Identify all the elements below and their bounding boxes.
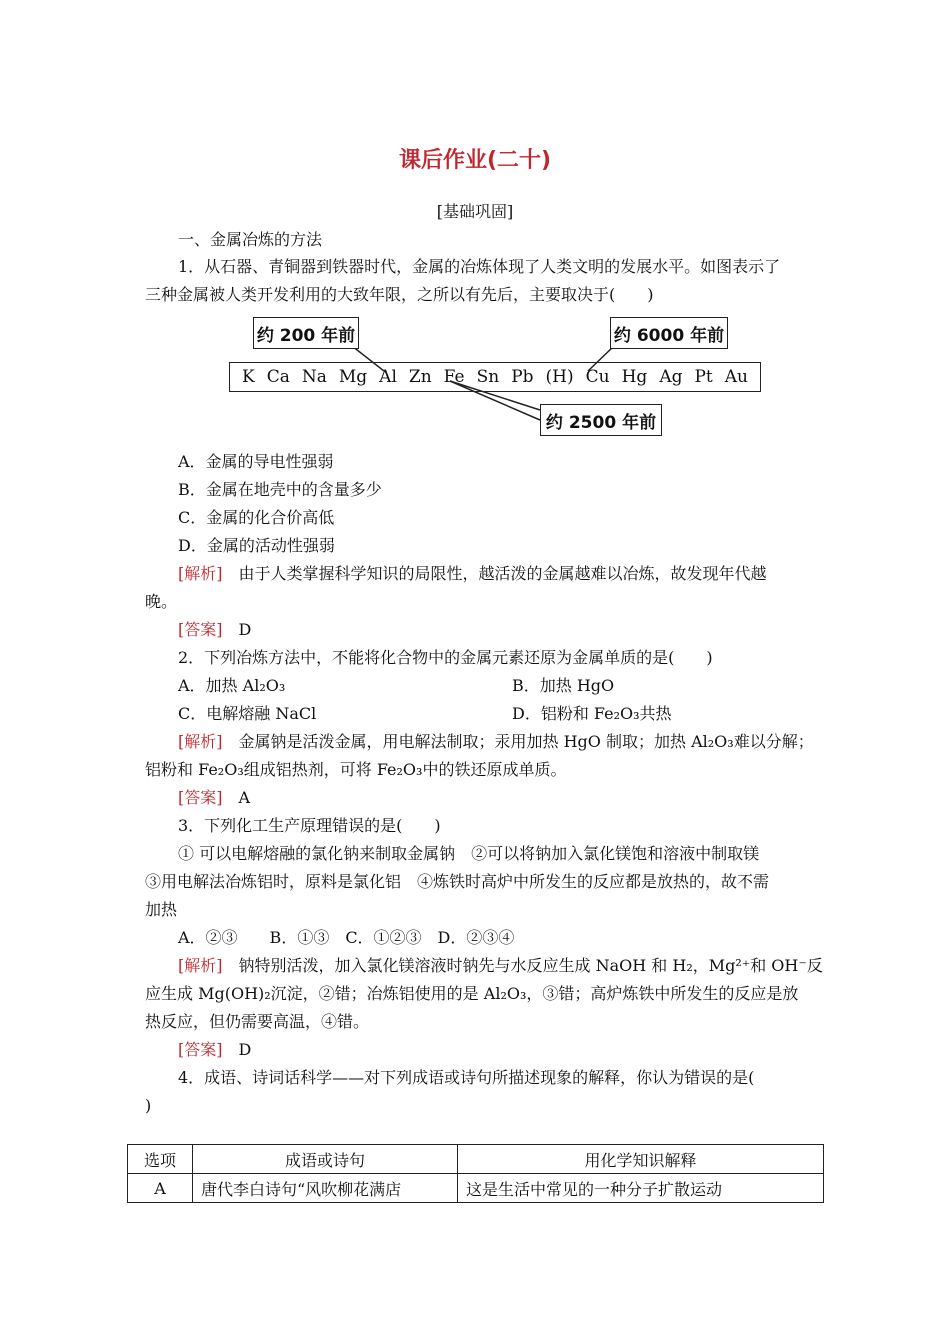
label-6000-years: 约 6000 年前 [610,317,728,349]
q3-answer [178,1042,251,1058]
element-symbol: Pt [694,367,713,387]
q2-option-b: B．加热 HgO [512,676,615,695]
element-symbol: Ag [659,367,683,387]
q2-stem: 2．下列冶炼方法中，不能将化合物中的金属元素还原为金属单质的是( ) [178,648,713,667]
analysis-tag: [解析] [178,956,223,975]
q1-answer [178,622,251,638]
page-title: 课后作业(二十) [398,148,552,173]
element-symbol: Cu [585,367,610,387]
label-2500-years: 约 2500 年前 [540,404,662,436]
q3-options: A．②③ B．①③ C．①②③ D．②③④ [178,928,515,947]
table-header-cell: 用化学知识解释 [458,1145,824,1174]
analysis-text: 由于人类掌握科学知识的局限性，越活泼的金属越难以冶炼，故发现年代越 [222,564,767,583]
heading-1: 一、金属冶炼的方法 [178,230,323,249]
q3-line2: ③用电解法冶炼铝时，原料是氯化铝 ④炼铁时高炉中所发生的反应都是放热的，故不需 [145,872,770,891]
section-label: [基础巩固] [436,202,514,221]
q4-table [127,1144,824,1203]
q1-option-d: D．金属的活动性强弱 [178,536,335,555]
q2-option-a: A．加热 Al₂O₃ [178,676,286,695]
element-symbol: Ca [266,367,290,387]
element-symbol: Hg [621,367,648,387]
q1-option-c: C．金属的化合价高低 [178,508,335,527]
metal-activity-series [229,362,761,392]
element-symbol: Zn [408,367,432,387]
q1-stem-line1: 1．从石器、青铜器到铁器时代，金属的冶炼体现了人类文明的发展水平。如图表示了 [178,257,781,276]
q4-stem-line2: ) [145,1096,152,1115]
analysis-text: 钠特别活泼，加入氯化镁溶液时钠先与水反应生成 NaOH 和 H₂，Mg²⁺和 OH⁻反 [222,956,823,975]
table-cell: A [128,1174,193,1203]
q2-option-d: D．铝粉和 Fe₂O₃共热 [512,704,672,723]
element-symbol: Mg [338,367,368,387]
q1-analysis-line2: 晚。 [145,592,178,611]
element-symbol: (H) [545,367,574,387]
q1-stem-line2: 三种金属被人类开发利用的大致年限，之所以有先后，主要取决于( ) [145,285,654,304]
element-symbol: Pb [511,367,534,387]
answer-tag: [答案] [178,1040,223,1059]
label-200-years: 约 200 年前 [253,317,359,349]
q1-option-a: A．金属的导电性强弱 [178,452,334,471]
q3-stem: 3．下列化工生产原理错误的是( ) [178,816,441,835]
analysis-text: 金属钠是活泼金属，用电解法制取；汞用加热 HgO 制取；加热 Al₂O₃难以分解； [222,732,814,751]
analysis-tag: [解析] [178,732,223,751]
q2-option-c: C．电解熔融 NaCl [178,704,317,723]
table-row [128,1174,824,1203]
q3-line1: ① 可以电解熔融的氯化钠来制取金属钠 ②可以将钠加入氯化镁饱和溶液中制取镁 [178,844,760,863]
answer-value: D [222,1040,252,1059]
element-symbol: Sn [476,367,500,387]
q3-line3: 加热 [145,900,178,919]
answer-tag: [答案] [178,620,223,639]
q3-analysis-line1 [178,958,823,974]
answer-value: A [222,788,251,807]
element-symbol: Na [301,367,327,387]
answer-value: D [222,620,252,639]
table-cell: 这是生活中常见的一种分子扩散运动 [458,1174,824,1203]
q1-option-b: B．金属在地壳中的含量多少 [178,480,382,499]
table-header-cell: 选项 [128,1145,193,1174]
element-symbol: Au [724,367,748,387]
answer-tag: [答案] [178,788,223,807]
q2-answer [178,790,250,806]
element-symbol: Fe [443,367,465,387]
q3-analysis-line2: 应生成 Mg(OH)₂沉淀，②错；冶炼铝使用的是 Al₂O₃，③错；高炉炼铁中所发生的反应是放 [145,984,799,1003]
analysis-tag: [解析] [178,564,223,583]
table-header-cell: 成语或诗句 [193,1145,458,1174]
table-cell: 唐代李白诗句“风吹柳花满店 [193,1174,458,1203]
element-symbol: Al [379,367,397,387]
q1-analysis-line1 [178,566,767,582]
q2-analysis-line1 [178,734,814,750]
q4-stem-line1: 4．成语、诗词话科学——对下列成语或诗句所描述现象的解释，你认为错误的是( [178,1068,755,1087]
q3-analysis-line3: 热反应，但仍需要高温，④错。 [145,1012,370,1031]
table-header-row [128,1145,824,1174]
element-symbol: K [242,367,255,387]
q2-analysis-line2: 铝粉和 Fe₂O₃组成铝热剂，可将 Fe₂O₃中的铁还原成单质。 [145,760,567,779]
